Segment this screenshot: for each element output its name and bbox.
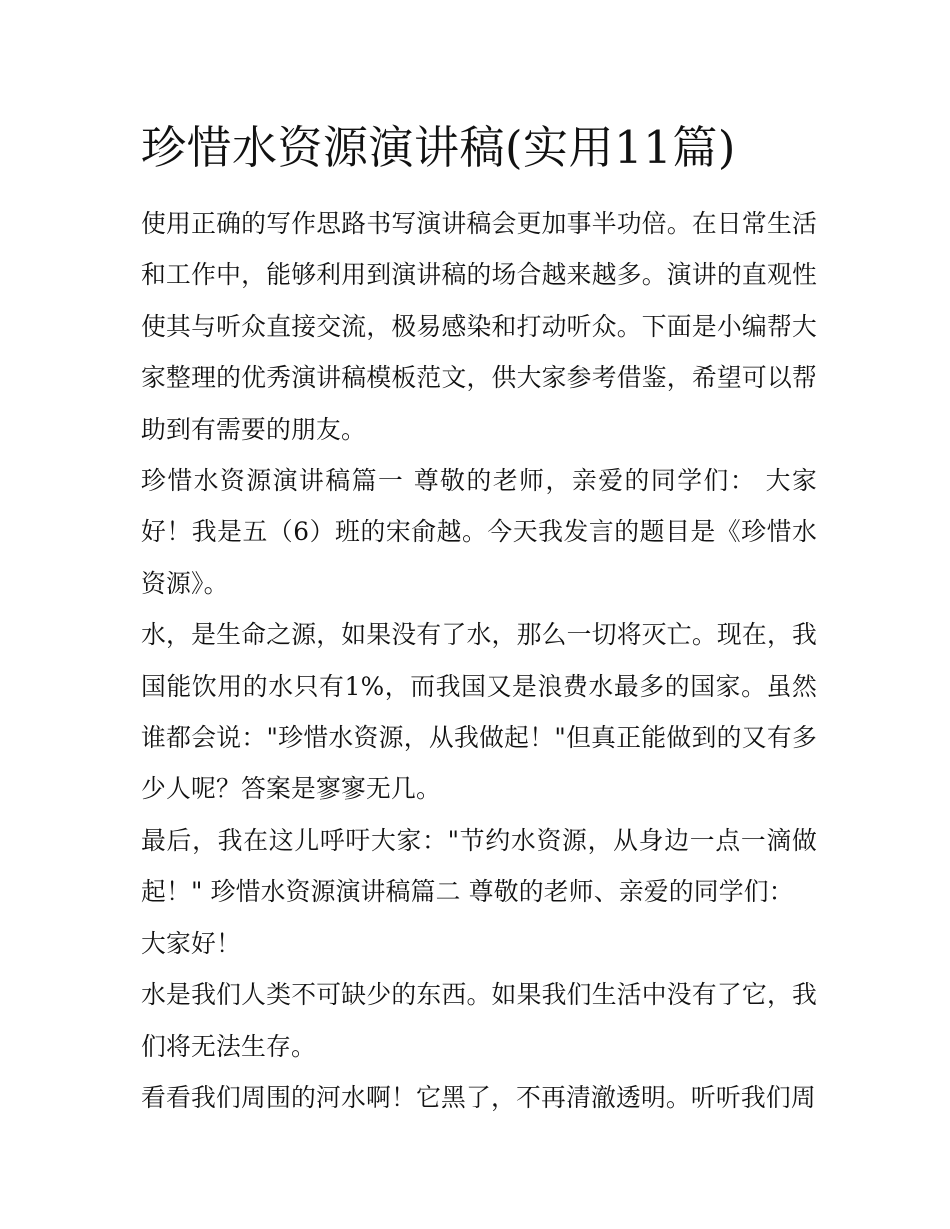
paragraph-speech-one-opening: 珍惜水资源演讲稿篇一 尊敬的老师，亲爱的同学们： 大家好！我是五（6）班的宋俞越。今天我发言的题目是《珍惜水资源》。: [141, 466, 817, 598]
paragraph-greeting: 大家好！: [141, 928, 241, 958]
document-body: [141, 198, 817, 1123]
paragraph-water-importance: 水是我们人类不可缺少的东西。如果我们生活中没有了它，我们将无法生存。: [141, 980, 817, 1061]
document-title: 珍惜水资源演讲稿(实用11篇): [141, 121, 736, 174]
document-content: [141, 115, 817, 1123]
paragraph-intro: 使用正确的写作思路书写演讲稿会更加事半功倍。在日常生活和工作中，能够利用到演讲稿的场合越来越多。演讲的直观性使其与听众直接交流，极易感染和打动听众。下面是小编帮大家整理的优秀演讲稿模板范文，供大家参考借鉴，希望可以帮助到有需要的朋友。: [141, 209, 817, 444]
paragraph-appeal-speech-two: 最后，我在这儿呼吁大家："节约水资源，从身边一点一滴做起！" 珍惜水资源演讲稿篇二 尊敬的老师、亲爱的同学们：: [141, 825, 817, 907]
paragraph-river-water: 看看我们周围的河水啊！它黑了，不再清澈透明。听听我们周: [141, 1082, 816, 1112]
paragraph-water-source: 水，是生命之源，如果没有了水，那么一切将灭亡。现在，我国能饮用的水只有1%，而我国又是浪费水最多的国家。虽然谁都会说："珍惜水资源，从我做起！"但真正能做到的又有多少人呢？答案是寥寥无几。: [141, 620, 817, 804]
